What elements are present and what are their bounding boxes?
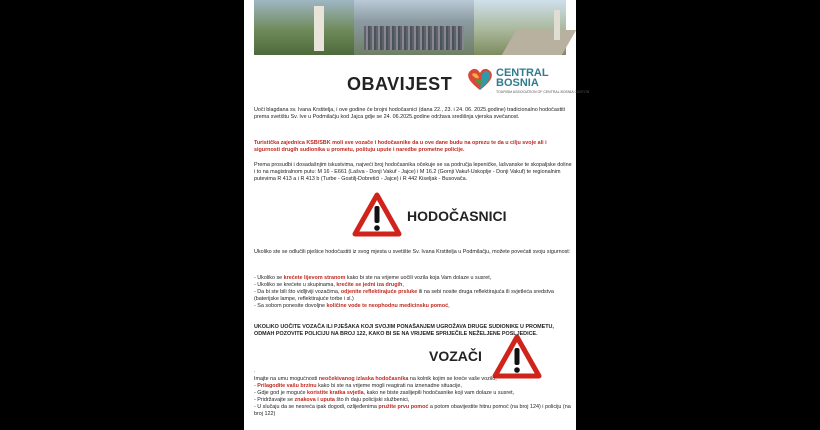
notice-document <box>244 0 590 430</box>
warning-triangle-icon <box>352 192 402 238</box>
list-item: - Ukoliko se krećete u skupinama, krećite se jedni iza drugih, <box>254 282 404 288</box>
drivers-lead: Imajte na umu mogućnosti neočekivanog izlaska hodočasnika na kolnik kojim se kreće vaše vozilo, <box>254 376 497 382</box>
list-item: - Prilagodite vašu brzinu kako bi ste na vrijeme mogli reagirati na iznenadne situacije, <box>254 383 462 389</box>
list-item: - Da bi ste bili što vidljiviji vozačima, odjenite reflektirajuće prsluke ili na sebi nosite druga reflektirajuća ili svjetleća sredstva (baterijske lampe, reflektirajuće torbe i sl.) <box>254 289 554 302</box>
pilgrims-list <box>254 275 572 310</box>
logo-text-central: CENTRAL <box>496 67 549 79</box>
list-item: - Gdje god je moguće koristite kratka svjetla, kako ne biste zaslijepili hodočasnike koji vam dolaze u susret, <box>254 390 515 396</box>
heading-drivers: VOZAČI <box>429 348 482 364</box>
central-bosnia-logo <box>466 64 590 104</box>
list-item: - U slučaju da se nesreća ipak dogodi, ozlijeđenima pružite prvu pomoć a potom obavijestite hitnu pomoć (na broj 124) i policiju (na broj 122) <box>254 404 571 417</box>
logo-tagline: TOURISM ASSOCIATION OF CENTRAL BOSNIA CANTON <box>496 90 590 94</box>
pilgrims-lead: Ukoliko ste se odlučili pješice hodočastiti iz svog mjesta u svetište Sv. Ivana Krstitelja u Podmilačju, možete povećati svoju sigurnost: <box>254 249 571 255</box>
logo-text-bosnia: BOSNIA <box>496 77 539 89</box>
list-item: - Sa sobom ponesite dovoljne količine vode te neophodnu medicinsku pomoć, <box>254 303 450 309</box>
list-item: - Ukoliko se krećete lijevom stranom kako bi ste na vrijeme uočili vozila koja Vam dolaze u susret, <box>254 275 492 281</box>
page-title: OBAVIJEST <box>347 74 453 94</box>
warning-paragraph: Turistička zajednica KSB/SBK moli sve vozače i hodočasnike da u ove dane budu na oprezu te da u cilju svoje ali i sigurnosti drugih sudionika u prometu, poštuju upute i naredbe prometne policije. <box>254 140 547 153</box>
drivers-list <box>254 383 572 418</box>
police-notice: UKOLIKO UOČITE VOZAČA ILI PJEŠAKA KOJI SVOJIM PONAŠANJEM UGROŽAVA DRUGE SUDIONIKE U PROMETU, ODMAH POZOVITE POLICIJU NA BROJ 122, KAKO BI SE NA VRIJEME SPRIJEČILE NEŽELJENE POSLJEDICE. <box>254 324 554 337</box>
list-item: - Pridržavajte se znakova i uputa što ih daju policijski službenici, <box>254 397 410 403</box>
routes-paragraph: Prema prosudbi i dosadašnjim iskustvima, najveći broj hodočasnika očekuje se sa područja lepeničke, lašvanske te skopaljske doline i to na magistralnom putu: M 16 - E661 (Lašva - Donji Vakuf - Jajce) i M 16.2 (Gornji Vakuf-Uskoplje - Donji Vakuf) te regionalnim putevima R 413 a i R 413 b (Turbe - Gostilj-Dobretići - Jajce) i R 442 Kiseljak - Busovača. <box>254 162 572 182</box>
heading-pilgrims: HODOČASNICI <box>407 208 507 224</box>
intro-paragraph: Uoči blagdana sv. Ivana Krstitelja, i ove godine će brojni hodočasnici (dana 22., 23. i 24. 06. 2025.godine) tradicionalno hodočastiti prema svetištu Sv. Ive u Podmilačju kod Jajca gdje se 24. 06.2025.godine održava središnja vjerska svečanost. <box>254 107 565 120</box>
photo-banner <box>254 0 566 55</box>
heart-logo-icon <box>466 66 494 92</box>
drivers-dot: . <box>254 368 256 374</box>
